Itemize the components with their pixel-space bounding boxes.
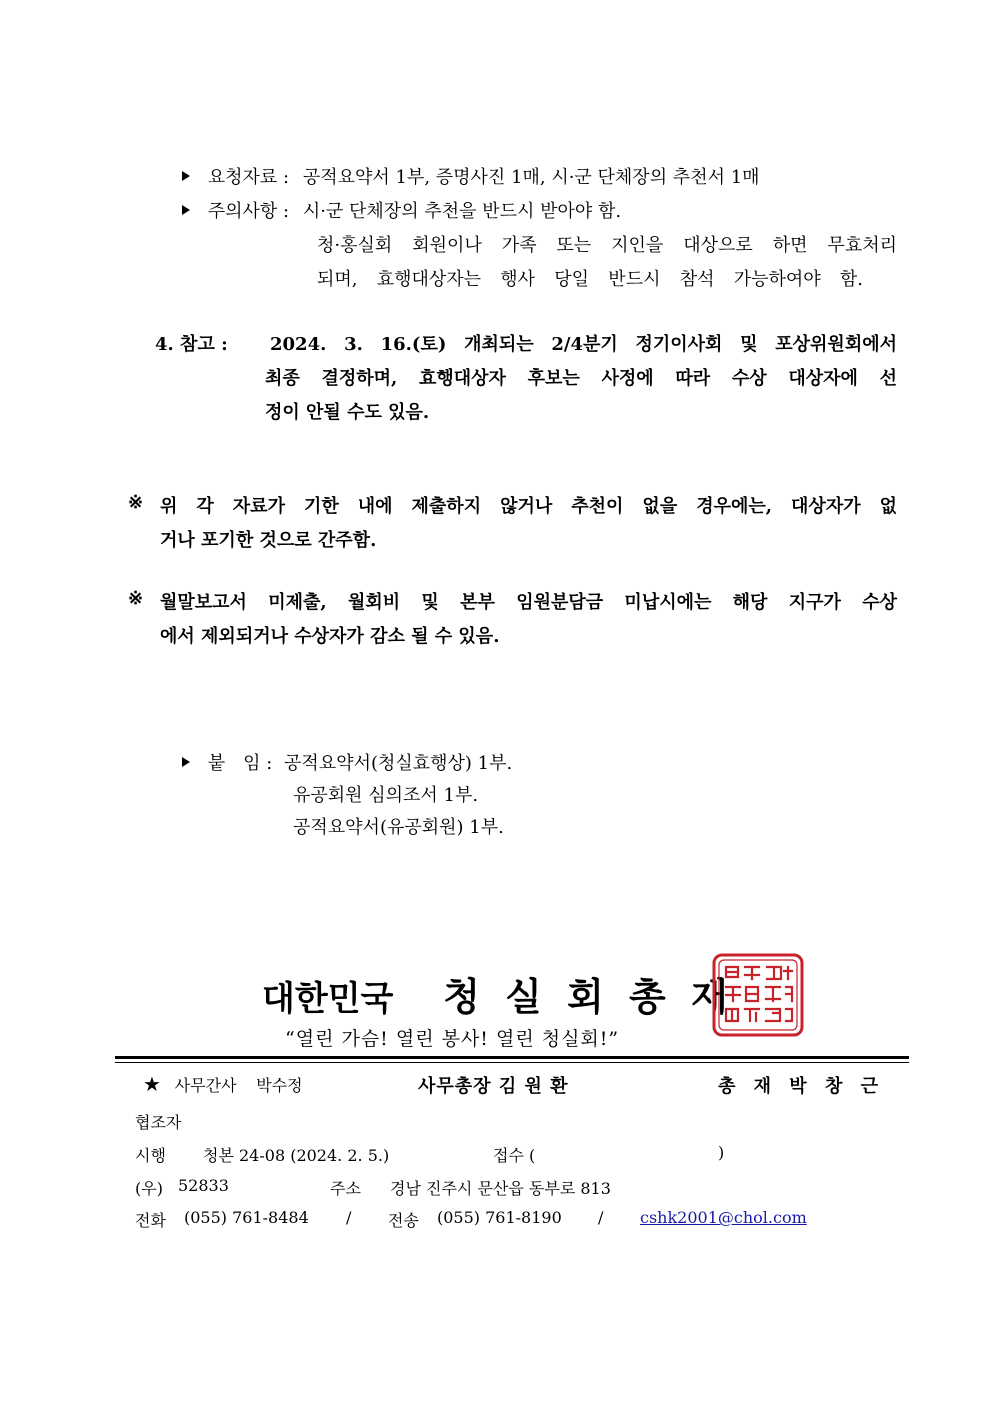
note-line: 거나 포기한 것으로 간주함. xyxy=(160,530,377,551)
caution-line2: 청·홍실회 회원이나 가족 또는 지인을 대상으로 하면 무효처리 xyxy=(317,235,897,256)
attachment-item: 공적요약서(청실효행상) 1부. xyxy=(284,753,513,774)
divider xyxy=(115,1056,909,1059)
caution-line1: 시·군 단체장의 추천을 반드시 받아야 함. xyxy=(302,201,622,222)
receipt-label: 접수 ( xyxy=(493,1146,536,1165)
caution-line3: 되며, 효행대상자는 행사 당일 반드시 참석 가능하여야 함. xyxy=(317,269,863,290)
separator: / xyxy=(598,1208,604,1227)
attachments-row xyxy=(182,749,512,775)
reference-line3: 정이 안될 수도 있음. xyxy=(265,402,430,423)
address: 경남 진주시 문산읍 동부로 813 xyxy=(390,1179,611,1198)
attachment-item: 유공회원 심의조서 1부. xyxy=(293,785,479,806)
reference-label: 4. 참고 : xyxy=(155,334,228,355)
separator: / xyxy=(346,1208,352,1227)
caution-label: 주의사항 : xyxy=(207,201,290,222)
reference-line2: 최종 결정하며, 효행대상자 후보는 사정에 따라 수상 대상자에 선 xyxy=(265,368,897,389)
slogan: “열린 가슴! 열린 봉사! 열린 청실회!” xyxy=(285,1028,620,1050)
address-label: 주소 xyxy=(330,1179,361,1198)
attachments-label: 붙 임 : xyxy=(207,753,273,774)
triangle-bullet-icon xyxy=(182,205,190,215)
divider xyxy=(115,1062,909,1063)
staff-row xyxy=(143,1072,303,1096)
postal-code: 52833 xyxy=(178,1176,229,1195)
note-line: 에서 제외되거나 수상자가 감소 될 수 있음. xyxy=(160,626,500,647)
request-row xyxy=(182,163,760,189)
reference-line1: 2024. 3. 16.(토) 개최되는 2/4분기 정기이사회 및 포상위원회에서 xyxy=(270,334,897,355)
attachment-item: 공적요약서(유공회원) 1부. xyxy=(293,817,504,838)
staff-name: 박수정 xyxy=(256,1076,303,1095)
triangle-bullet-icon xyxy=(182,171,190,181)
star-icon: ★ xyxy=(143,1072,161,1096)
phone-label: 전화 xyxy=(135,1211,166,1230)
note-line: 위 각 자료가 기한 내에 제출하지 않거나 추천이 없을 경우에는, 대상자가 없 xyxy=(160,496,897,517)
postal-label: (우) xyxy=(135,1179,163,1198)
phone: (055) 761-8484 xyxy=(184,1208,309,1227)
triangle-bullet-icon xyxy=(182,757,190,767)
enforcement-value: 청본 24-08 (2024. 2. 5.) xyxy=(203,1146,390,1165)
email-link[interactable]: cshk2001@chol.com xyxy=(640,1208,807,1227)
staff-label: 사무간사 xyxy=(174,1076,237,1095)
cooperator-label: 협조자 xyxy=(135,1113,182,1132)
president-signature: 총 재 박 창 근 xyxy=(718,1076,885,1097)
request-label: 요청자료 : xyxy=(207,167,290,188)
note-line: 월말보고서 미제출, 월회비 및 본부 임원분담금 미납시에는 해당 지구가 수상 xyxy=(160,592,897,613)
secretary-general: 사무총장 김 원 환 xyxy=(418,1076,569,1097)
receipt-close: ) xyxy=(718,1143,725,1162)
org-name-country: 대한민국 xyxy=(262,979,394,1019)
request-text: 공적요약서 1부, 증명사진 1매, 시·군 단체장의 추천서 1매 xyxy=(302,167,760,188)
fax-label: 전송 xyxy=(388,1211,419,1230)
note-mark: ※ xyxy=(128,588,144,609)
official-seal xyxy=(712,953,804,1037)
enforcement-label: 시행 xyxy=(135,1146,166,1165)
org-name-title: 청 실 회 총 재 xyxy=(443,974,734,1019)
caution-row xyxy=(182,197,621,223)
fax: (055) 761-8190 xyxy=(437,1208,562,1227)
org-name xyxy=(262,966,734,1021)
note-mark: ※ xyxy=(128,492,144,513)
